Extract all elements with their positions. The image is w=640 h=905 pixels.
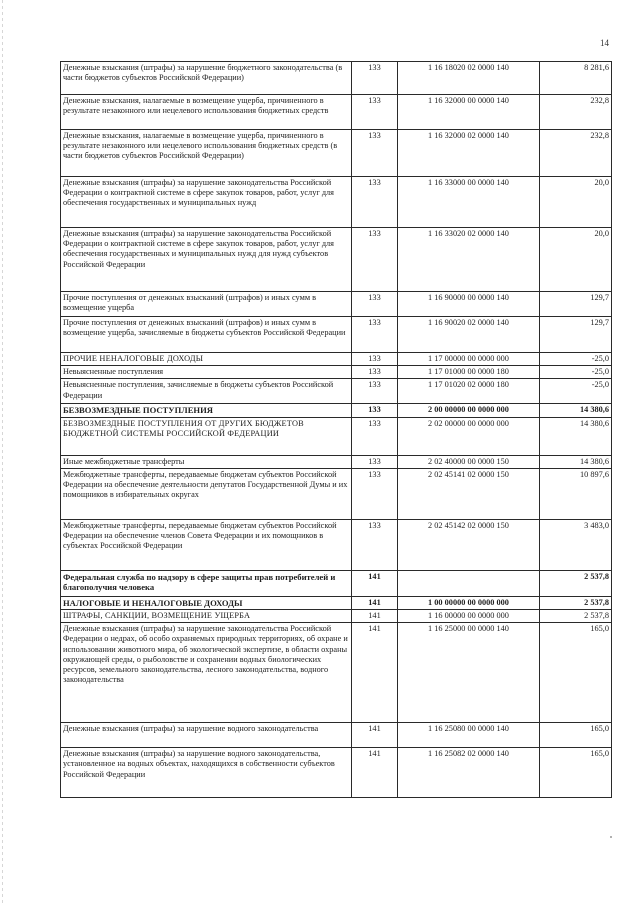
row-name-cell: Денежные взыскания (штрафы) за нарушение водного законодательства, установленное на водных объектах, находящихся в собственности субъектов Российской Федерации xyxy=(61,748,352,798)
table-row xyxy=(61,177,612,228)
row-amount-cell: 232,8 xyxy=(540,130,612,177)
row-admin-code-cell: 133 xyxy=(352,317,398,353)
row-budget-code-cell: 1 16 18020 02 0000 140 xyxy=(398,62,540,95)
row-amount-cell: 8 281,6 xyxy=(540,62,612,95)
table-row xyxy=(61,519,612,570)
row-budget-code-cell: 2 00 00000 00 0000 000 xyxy=(398,404,540,417)
row-amount-cell: -25,0 xyxy=(540,379,612,404)
row-name-cell: БЕЗВОЗМЕЗДНЫЕ ПОСТУПЛЕНИЯ xyxy=(61,404,352,417)
row-budget-code-cell: 1 16 25000 00 0000 140 xyxy=(398,623,540,723)
row-budget-code-cell: 1 16 32000 02 0000 140 xyxy=(398,130,540,177)
row-admin-code-cell: 133 xyxy=(352,130,398,177)
table-row xyxy=(61,379,612,404)
row-amount-cell: -25,0 xyxy=(540,353,612,366)
row-name-cell: Прочие поступления от денежных взысканий (штрафов) и иных сумм в возмещение ущерба xyxy=(61,292,352,317)
row-amount-cell: 129,7 xyxy=(540,292,612,317)
row-admin-code-cell: 133 xyxy=(352,353,398,366)
row-amount-cell: 232,8 xyxy=(540,95,612,130)
table-row xyxy=(61,317,612,353)
row-amount-cell: 20,0 xyxy=(540,228,612,292)
row-amount-cell: 10 897,6 xyxy=(540,468,612,519)
table-row xyxy=(61,95,612,130)
revenue-table xyxy=(60,61,612,798)
row-name-cell: Прочие поступления от денежных взысканий (штрафов) и иных сумм в возмещение ущерба, зачисляемые в бюджеты субъектов Российской Федерации xyxy=(61,317,352,353)
row-budget-code-cell: 2 02 45142 02 0000 150 xyxy=(398,519,540,570)
row-name-cell: Невыясненные поступления, зачисляемые в бюджеты субъектов Российской Федерации xyxy=(61,379,352,404)
row-amount-cell: 165,0 xyxy=(540,623,612,723)
row-name-cell: НАЛОГОВЫЕ И НЕНАЛОГОВЫЕ ДОХОДЫ xyxy=(61,596,352,609)
row-budget-code-cell: 1 16 33020 02 0000 140 xyxy=(398,228,540,292)
row-name-cell: Федеральная служба по надзору в сфере защиты прав потребителей и благополучия человека xyxy=(61,570,352,596)
table-row xyxy=(61,610,612,623)
row-amount-cell: 3 483,0 xyxy=(540,519,612,570)
table-row xyxy=(61,130,612,177)
page-number: 14 xyxy=(600,38,609,48)
row-amount-cell: 14 380,6 xyxy=(540,455,612,468)
row-amount-cell: 2 537,8 xyxy=(540,610,612,623)
row-name-cell: Межбюджетные трансферты, передаваемые бюджетам субъектов Российской Федерации на обеспечение деятельности депутатов Государственной Думы и их помощников в избирательных округах xyxy=(61,468,352,519)
row-amount-cell: 165,0 xyxy=(540,748,612,798)
table-row xyxy=(61,366,612,379)
row-amount-cell: 20,0 xyxy=(540,177,612,228)
row-budget-code-cell: 1 17 01000 00 0000 180 xyxy=(398,366,540,379)
scan-mark xyxy=(610,836,612,838)
revenue-table-body xyxy=(61,62,612,798)
row-admin-code-cell: 141 xyxy=(352,748,398,798)
row-amount-cell: 14 380,6 xyxy=(540,417,612,455)
row-amount-cell: 129,7 xyxy=(540,317,612,353)
row-amount-cell: 165,0 xyxy=(540,723,612,748)
row-name-cell: Невыясненные поступления xyxy=(61,366,352,379)
row-admin-code-cell: 133 xyxy=(352,519,398,570)
table-row xyxy=(61,455,612,468)
table-row xyxy=(61,570,612,596)
row-name-cell: Денежные взыскания (штрафы) за нарушение законодательства Российской Федерации о контрактной системе в сфере закупок товаров, работ, услуг для обеспечения государственных и муниципальных нужд для нужд субъектов Российской Федерации xyxy=(61,228,352,292)
row-amount-cell: 2 537,8 xyxy=(540,596,612,609)
row-admin-code-cell: 133 xyxy=(352,95,398,130)
table-row xyxy=(61,404,612,417)
table-row xyxy=(61,723,612,748)
table-row xyxy=(61,468,612,519)
row-admin-code-cell: 133 xyxy=(352,228,398,292)
row-admin-code-cell: 141 xyxy=(352,623,398,723)
row-admin-code-cell: 133 xyxy=(352,404,398,417)
scan-edge-dots xyxy=(2,0,3,905)
table-row xyxy=(61,353,612,366)
row-admin-code-cell: 133 xyxy=(352,468,398,519)
row-budget-code-cell: 1 16 32000 00 0000 140 xyxy=(398,95,540,130)
row-budget-code-cell xyxy=(398,570,540,596)
row-admin-code-cell: 133 xyxy=(352,177,398,228)
row-admin-code-cell: 141 xyxy=(352,596,398,609)
row-budget-code-cell: 1 16 90000 00 0000 140 xyxy=(398,292,540,317)
row-admin-code-cell: 133 xyxy=(352,379,398,404)
row-admin-code-cell: 133 xyxy=(352,62,398,95)
row-name-cell: Денежные взыскания (штрафы) за нарушение водного законодательства xyxy=(61,723,352,748)
table-row xyxy=(61,596,612,609)
table-row xyxy=(61,292,612,317)
table-row xyxy=(61,623,612,723)
row-budget-code-cell: 2 02 45141 02 0000 150 xyxy=(398,468,540,519)
row-admin-code-cell: 133 xyxy=(352,417,398,455)
row-name-cell: Денежные взыскания (штрафы) за нарушение законодательства Российской Федерации о недрах, об особо охраняемых природных территориях, об охране и использовании животного мира, об экологической экспертизе, в области охраны окружающей среды, о рыболовстве и сохранении водных биологических ресурсов, земельного законодательства, лесного законодательства, водного законодательства xyxy=(61,623,352,723)
row-budget-code-cell: 1 16 25080 00 0000 140 xyxy=(398,723,540,748)
table-row xyxy=(61,62,612,95)
row-name-cell: Денежные взыскания, налагаемые в возмещение ущерба, причиненного в результате незаконного или нецелевого использования бюджетных средств xyxy=(61,95,352,130)
row-name-cell: Денежные взыскания, налагаемые в возмещение ущерба, причиненного в результате незаконного или нецелевого использования бюджетных средств (в части бюджетов субъектов Российской Федерации) xyxy=(61,130,352,177)
row-amount-cell: 2 537,8 xyxy=(540,570,612,596)
table-row xyxy=(61,417,612,455)
row-admin-code-cell: 133 xyxy=(352,455,398,468)
row-budget-code-cell: 1 16 33000 00 0000 140 xyxy=(398,177,540,228)
row-budget-code-cell: 1 16 00000 00 0000 000 xyxy=(398,610,540,623)
row-budget-code-cell: 2 02 40000 00 0000 150 xyxy=(398,455,540,468)
row-budget-code-cell: 2 02 00000 00 0000 000 xyxy=(398,417,540,455)
row-budget-code-cell: 1 17 01020 02 0000 180 xyxy=(398,379,540,404)
row-budget-code-cell: 1 16 25082 02 0000 140 xyxy=(398,748,540,798)
row-amount-cell: 14 380,6 xyxy=(540,404,612,417)
row-name-cell: Денежные взыскания (штрафы) за нарушение законодательства Российской Федерации о контрактной системе в сфере закупок товаров, работ, услуг для обеспечения государственных и муниципальных нужд xyxy=(61,177,352,228)
row-admin-code-cell: 141 xyxy=(352,610,398,623)
table-row xyxy=(61,228,612,292)
row-name-cell: Межбюджетные трансферты, передаваемые бюджетам субъектов Российской Федерации на обеспечение членов Совета Федерации и их помощников в субъектах Российской Федерации xyxy=(61,519,352,570)
row-name-cell: ПРОЧИЕ НЕНАЛОГОВЫЕ ДОХОДЫ xyxy=(61,353,352,366)
row-admin-code-cell: 133 xyxy=(352,366,398,379)
row-budget-code-cell: 1 16 90020 02 0000 140 xyxy=(398,317,540,353)
row-name-cell: Денежные взыскания (штрафы) за нарушение бюджетного законодательства (в части бюджетов субъектов Российской Федерации) xyxy=(61,62,352,95)
row-admin-code-cell: 141 xyxy=(352,723,398,748)
table-row xyxy=(61,748,612,798)
row-budget-code-cell: 1 17 00000 00 0000 000 xyxy=(398,353,540,366)
row-budget-code-cell: 1 00 00000 00 0000 000 xyxy=(398,596,540,609)
row-name-cell: ШТРАФЫ, САНКЦИИ, ВОЗМЕЩЕНИЕ УЩЕРБА xyxy=(61,610,352,623)
row-admin-code-cell: 141 xyxy=(352,570,398,596)
row-name-cell: Иные межбюджетные трансферты xyxy=(61,455,352,468)
row-name-cell: БЕЗВОЗМЕЗДНЫЕ ПОСТУПЛЕНИЯ ОТ ДРУГИХ БЮДЖЕТОВ БЮДЖЕТНОЙ СИСТЕМЫ РОССИЙСКОЙ ФЕДЕРАЦИИ xyxy=(61,417,352,455)
row-admin-code-cell: 133 xyxy=(352,292,398,317)
row-amount-cell: -25,0 xyxy=(540,366,612,379)
